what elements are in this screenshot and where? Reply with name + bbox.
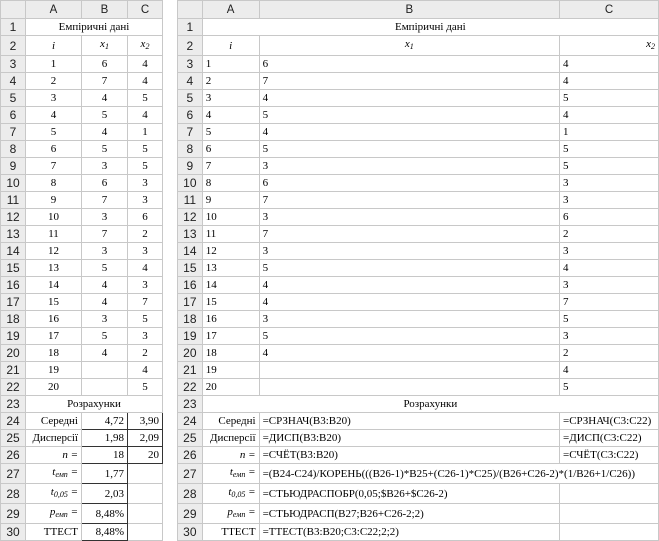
- data-row: [1, 124, 163, 141]
- col-header-x1-cell[interactable]: $x_1$: [82, 36, 128, 56]
- label-ttest[interactable]: ТТЕСТ: [26, 524, 82, 541]
- cell-x2[interactable]: 5: [560, 379, 659, 396]
- cell-x1[interactable]: 5: [82, 260, 128, 277]
- row-header[interactable]: 16: [1, 277, 26, 294]
- row-header[interactable]: 18: [178, 311, 203, 328]
- cell-i[interactable]: 17: [202, 328, 259, 345]
- sheet-divider: [169, 0, 177, 523]
- row-header[interactable]: 23: [1, 396, 26, 413]
- calc-title-cell[interactable]: Розрахунки: [202, 396, 658, 413]
- empty-cell[interactable]: [560, 524, 659, 541]
- row-header[interactable]: 4: [178, 73, 203, 90]
- cell-x1[interactable]: 6: [259, 175, 559, 192]
- cell-x1[interactable]: 3: [259, 158, 559, 175]
- cell-x1[interactable]: [259, 379, 559, 396]
- cell-i[interactable]: 6: [202, 141, 259, 158]
- row-header[interactable]: 8: [1, 141, 26, 158]
- cell-i[interactable]: 11: [26, 226, 82, 243]
- data-row: [1, 345, 163, 362]
- cell-x2[interactable]: 3: [560, 192, 659, 209]
- data-row: [1, 175, 163, 192]
- row-header[interactable]: 29: [1, 504, 26, 524]
- row-header[interactable]: 20: [178, 345, 203, 362]
- cell-x2[interactable]: 5: [560, 158, 659, 175]
- row-header[interactable]: 5: [1, 90, 26, 107]
- n-x1-cell[interactable]: =СЧЁТ(B3:B20): [259, 447, 559, 464]
- column-header-c[interactable]: C: [128, 1, 163, 19]
- data-row: [1, 379, 163, 396]
- cell-i[interactable]: 18: [26, 345, 82, 362]
- cell-i[interactable]: 4: [202, 107, 259, 124]
- title-cell[interactable]: Емпіричні дані: [202, 19, 658, 36]
- column-header-c[interactable]: C: [560, 1, 659, 19]
- row-header[interactable]: 23: [178, 396, 203, 413]
- cell-x2[interactable]: 3: [128, 175, 163, 192]
- row-header[interactable]: 6: [178, 107, 203, 124]
- cell-x2[interactable]: 4: [560, 73, 659, 90]
- cell-x1[interactable]: 3: [82, 209, 128, 226]
- cell-x2[interactable]: 4: [128, 362, 163, 379]
- data-row: [178, 362, 659, 379]
- cell-x2[interactable]: 5: [560, 141, 659, 158]
- cell-x1[interactable]: 3: [259, 243, 559, 260]
- cell-i[interactable]: 12: [202, 243, 259, 260]
- cell-x2[interactable]: 1: [128, 124, 163, 141]
- mean-x2-cell[interactable]: =СРЗНАЧ(C3:C22): [560, 413, 659, 430]
- calc-title-cell[interactable]: Розрахунки: [26, 396, 163, 413]
- data-row: [1, 243, 163, 260]
- variance-x1-cell[interactable]: =ДИСП(B3:B20): [259, 430, 559, 447]
- cell-x2[interactable]: 5: [560, 311, 659, 328]
- cell-x1[interactable]: 3: [82, 158, 128, 175]
- cell-x2[interactable]: 7: [128, 294, 163, 311]
- cell-i[interactable]: 16: [26, 311, 82, 328]
- label-n[interactable]: n =: [26, 447, 82, 464]
- label-t-crit[interactable]: $t_{0,05}$ =: [202, 484, 259, 504]
- data-row: [1, 90, 163, 107]
- cell-x1[interactable]: 7: [259, 192, 559, 209]
- row-header[interactable]: 22: [178, 379, 203, 396]
- cell-x2[interactable]: 1: [560, 124, 659, 141]
- empty-cell[interactable]: [128, 484, 163, 504]
- cell-x1[interactable]: 7: [259, 73, 559, 90]
- cell-x1[interactable]: 4: [82, 345, 128, 362]
- cell-x1[interactable]: 7: [82, 226, 128, 243]
- data-row: [1, 328, 163, 345]
- row-header[interactable]: 15: [178, 260, 203, 277]
- cell-x2[interactable]: 6: [560, 209, 659, 226]
- column-header-b[interactable]: B: [82, 1, 128, 19]
- label-mean[interactable]: Середні: [26, 413, 82, 430]
- row-header[interactable]: 26: [1, 447, 26, 464]
- ttest-cell[interactable]: =ТТЕСТ(B3:B20;C3:C22;2;2): [259, 524, 559, 541]
- row-header[interactable]: 3: [1, 56, 26, 73]
- n-x2-cell[interactable]: =СЧЁТ(C3:C22): [560, 447, 659, 464]
- cell-x2[interactable]: 5: [128, 158, 163, 175]
- row-header[interactable]: 30: [1, 524, 26, 541]
- mean-x2-cell[interactable]: 3,90: [128, 413, 163, 430]
- cell-x2[interactable]: 3: [560, 243, 659, 260]
- cell-x1[interactable]: 4: [259, 294, 559, 311]
- cell-x1[interactable]: 4: [82, 90, 128, 107]
- row-header[interactable]: 12: [1, 209, 26, 226]
- cell-x1[interactable]: 5: [82, 141, 128, 158]
- t-crit-cell[interactable]: 2,03: [82, 484, 128, 504]
- cell-i[interactable]: 6: [26, 141, 82, 158]
- data-row: [178, 175, 659, 192]
- data-row: [1, 73, 163, 90]
- cell-x2[interactable]: 6: [128, 209, 163, 226]
- cell-x1[interactable]: 4: [82, 277, 128, 294]
- cell-i[interactable]: 16: [202, 311, 259, 328]
- row-header[interactable]: 4: [1, 73, 26, 90]
- cell-x1[interactable]: 3: [82, 311, 128, 328]
- cell-i[interactable]: 1: [202, 56, 259, 73]
- cell-i[interactable]: 13: [202, 260, 259, 277]
- row-header[interactable]: 7: [178, 124, 203, 141]
- cell-x2[interactable]: 3: [128, 328, 163, 345]
- column-header-b[interactable]: B: [259, 1, 559, 19]
- cell-x2[interactable]: 4: [560, 362, 659, 379]
- cell-x1[interactable]: 4: [82, 294, 128, 311]
- row-header[interactable]: 3: [178, 56, 203, 73]
- title-cell[interactable]: Емпіричні дані: [26, 19, 163, 36]
- formulas-sheet: [177, 0, 659, 541]
- row-header[interactable]: 28: [178, 484, 203, 504]
- cell-i[interactable]: 9: [26, 192, 82, 209]
- variance-x2-cell[interactable]: 2,09: [128, 430, 163, 447]
- cell-i[interactable]: 5: [26, 124, 82, 141]
- mean-x1-cell[interactable]: =СРЗНАЧ(B3:B20): [259, 413, 559, 430]
- row-header[interactable]: 19: [178, 328, 203, 345]
- data-row: [178, 107, 659, 124]
- cell-x2[interactable]: 5: [128, 141, 163, 158]
- cell-x2[interactable]: 3: [128, 243, 163, 260]
- row-header[interactable]: 14: [1, 243, 26, 260]
- row-header[interactable]: 16: [178, 277, 203, 294]
- select-all-corner[interactable]: [178, 1, 203, 19]
- cell-x2[interactable]: 5: [128, 90, 163, 107]
- row-header[interactable]: 25: [1, 430, 26, 447]
- cell-x2[interactable]: 5: [128, 311, 163, 328]
- cell-i[interactable]: 5: [202, 124, 259, 141]
- col-header-i-cell[interactable]: i: [202, 36, 259, 56]
- data-row: [1, 141, 163, 158]
- cell-x1[interactable]: 6: [82, 56, 128, 73]
- cell-x1[interactable]: 7: [82, 73, 128, 90]
- cell-x2[interactable]: 2: [560, 226, 659, 243]
- cell-i[interactable]: 13: [26, 260, 82, 277]
- cell-x1[interactable]: 5: [259, 141, 559, 158]
- cell-i[interactable]: 3: [202, 90, 259, 107]
- cell-x1[interactable]: 3: [259, 209, 559, 226]
- row-header[interactable]: 18: [1, 311, 26, 328]
- cell-i[interactable]: 10: [26, 209, 82, 226]
- row-header[interactable]: 30: [178, 524, 203, 541]
- data-row: [178, 56, 659, 73]
- cell-x1[interactable]: 7: [259, 226, 559, 243]
- cell-i[interactable]: 19: [26, 362, 82, 379]
- data-row: [178, 124, 659, 141]
- cell-i[interactable]: 7: [26, 158, 82, 175]
- data-row: [178, 209, 659, 226]
- p-emp-cell[interactable]: =СТЬЮДРАСП(B27;B26+C26-2;2): [259, 504, 559, 524]
- cell-x2[interactable]: 4: [128, 260, 163, 277]
- row-header[interactable]: 8: [178, 141, 203, 158]
- data-row: [178, 141, 659, 158]
- label-variance[interactable]: Дисперсії: [26, 430, 82, 447]
- cell-i[interactable]: 4: [26, 107, 82, 124]
- cell-x1[interactable]: [259, 362, 559, 379]
- cell-x1[interactable]: 5: [259, 260, 559, 277]
- empty-cell[interactable]: [128, 464, 163, 484]
- data-row: [1, 209, 163, 226]
- cell-x1[interactable]: 4: [259, 90, 559, 107]
- row-header[interactable]: 1: [178, 19, 203, 36]
- row-header[interactable]: 26: [178, 447, 203, 464]
- row-header[interactable]: 2: [178, 36, 203, 56]
- label-mean[interactable]: Середні: [202, 413, 259, 430]
- cell-x1[interactable]: 5: [82, 107, 128, 124]
- label-ttest[interactable]: ТТЕСТ: [202, 524, 259, 541]
- n-x2-cell[interactable]: 20: [128, 447, 163, 464]
- cell-x1[interactable]: 7: [82, 192, 128, 209]
- cell-i[interactable]: 9: [202, 192, 259, 209]
- cell-i[interactable]: 8: [26, 175, 82, 192]
- cell-x1[interactable]: 4: [82, 124, 128, 141]
- t-emp-cell[interactable]: 1,77: [82, 464, 128, 484]
- cell-i[interactable]: 14: [202, 277, 259, 294]
- data-row: [1, 107, 163, 124]
- empty-cell[interactable]: [128, 504, 163, 524]
- column-header-a[interactable]: A: [26, 1, 82, 19]
- mean-x1-cell[interactable]: 4,72: [82, 413, 128, 430]
- cell-x2[interactable]: 5: [128, 379, 163, 396]
- cell-i[interactable]: 14: [26, 277, 82, 294]
- cell-i[interactable]: 8: [202, 175, 259, 192]
- cell-x1[interactable]: 5: [259, 107, 559, 124]
- row-header[interactable]: 24: [178, 413, 203, 430]
- cell-x2[interactable]: 4: [560, 260, 659, 277]
- row-header[interactable]: 14: [178, 243, 203, 260]
- col-header-x1-cell[interactable]: $x_1$: [259, 36, 559, 56]
- cell-x2[interactable]: 3: [560, 277, 659, 294]
- cell-x1[interactable]: [82, 362, 128, 379]
- row-header[interactable]: 17: [1, 294, 26, 311]
- data-row: [1, 56, 163, 73]
- row-header[interactable]: 19: [1, 328, 26, 345]
- data-row: [178, 294, 659, 311]
- row-header[interactable]: 10: [178, 175, 203, 192]
- cell-x1[interactable]: 6: [259, 56, 559, 73]
- column-header-a[interactable]: A: [202, 1, 259, 19]
- cell-x2[interactable]: 7: [560, 294, 659, 311]
- data-row: [1, 277, 163, 294]
- row-header[interactable]: 21: [178, 362, 203, 379]
- data-row: [178, 90, 659, 107]
- cell-x2[interactable]: 5: [560, 90, 659, 107]
- col-header-i-cell[interactable]: i: [26, 36, 82, 56]
- cell-x1[interactable]: [82, 379, 128, 396]
- ttest-cell[interactable]: 8,48%: [82, 524, 128, 541]
- row-header[interactable]: 20: [1, 345, 26, 362]
- row-header[interactable]: 21: [1, 362, 26, 379]
- cell-x1[interactable]: 4: [259, 124, 559, 141]
- data-row: [1, 192, 163, 209]
- row-header[interactable]: 1: [1, 19, 26, 36]
- cell-x2[interactable]: 3: [128, 192, 163, 209]
- row-header[interactable]: 29: [178, 504, 203, 524]
- cell-i[interactable]: 10: [202, 209, 259, 226]
- row-header[interactable]: 9: [178, 158, 203, 175]
- data-row: [178, 243, 659, 260]
- row-header[interactable]: 13: [1, 226, 26, 243]
- row-header[interactable]: 27: [1, 464, 26, 484]
- row-header[interactable]: 6: [1, 107, 26, 124]
- row-header[interactable]: 2: [1, 36, 26, 56]
- cell-i[interactable]: 18: [202, 345, 259, 362]
- cell-i[interactable]: 20: [202, 379, 259, 396]
- cell-x1[interactable]: 5: [259, 328, 559, 345]
- data-row: [178, 345, 659, 362]
- cell-x2[interactable]: 3: [128, 277, 163, 294]
- data-row: [1, 260, 163, 277]
- cell-i[interactable]: 2: [202, 73, 259, 90]
- cell-i[interactable]: 15: [202, 294, 259, 311]
- label-t-crit[interactable]: $t_{0,05}$ =: [26, 484, 82, 504]
- cell-x2[interactable]: 2: [128, 226, 163, 243]
- cell-i[interactable]: 12: [26, 243, 82, 260]
- empty-cell[interactable]: [560, 484, 659, 504]
- data-row: [178, 73, 659, 90]
- cell-i[interactable]: 3: [26, 90, 82, 107]
- cell-x2[interactable]: 2: [560, 345, 659, 362]
- cell-i[interactable]: 19: [202, 362, 259, 379]
- cell-x1[interactable]: 4: [259, 277, 559, 294]
- cell-x2[interactable]: 4: [128, 107, 163, 124]
- label-p-emp[interactable]: $p_{емп}$ =: [202, 504, 259, 524]
- cell-x2[interactable]: 4: [560, 56, 659, 73]
- t-crit-cell[interactable]: =СТЬЮДРАСПОБР(0,05;$B26+$C26-2): [259, 484, 559, 504]
- cell-x2[interactable]: 3: [560, 328, 659, 345]
- values-sheet: [0, 0, 163, 541]
- row-header[interactable]: 17: [178, 294, 203, 311]
- row-header[interactable]: 9: [1, 158, 26, 175]
- row-header[interactable]: 10: [1, 175, 26, 192]
- data-row: [1, 311, 163, 328]
- label-variance[interactable]: Дисперсії: [202, 430, 259, 447]
- data-row: [1, 226, 163, 243]
- row-header[interactable]: 28: [1, 484, 26, 504]
- variance-x1-cell[interactable]: 1,98: [82, 430, 128, 447]
- row-header[interactable]: 15: [1, 260, 26, 277]
- data-row: [1, 362, 163, 379]
- cell-x1[interactable]: 3: [82, 243, 128, 260]
- cell-x1[interactable]: 6: [82, 175, 128, 192]
- cell-i[interactable]: 17: [26, 328, 82, 345]
- row-header[interactable]: 25: [178, 430, 203, 447]
- label-n[interactable]: n =: [202, 447, 259, 464]
- data-row: [1, 294, 163, 311]
- t-emp-cell[interactable]: =(B24-C24)/КОРЕНЬ(((B26-1)*B25+(C26-1)*C25)/(B26+C26-2)*(1/B26+1/C26)): [259, 464, 658, 484]
- data-row: [178, 260, 659, 277]
- p-emp-cell[interactable]: 8,48%: [82, 504, 128, 524]
- label-t-emp[interactable]: $t_{емп}$ =: [26, 464, 82, 484]
- cell-x1[interactable]: 3: [259, 311, 559, 328]
- row-header[interactable]: 7: [1, 124, 26, 141]
- cell-x2[interactable]: 2: [128, 345, 163, 362]
- label-t-emp[interactable]: $t_{емп}$ =: [202, 464, 259, 484]
- row-header[interactable]: 13: [178, 226, 203, 243]
- variance-x2-cell[interactable]: =ДИСП(C3:C22): [560, 430, 659, 447]
- data-row: [178, 379, 659, 396]
- cell-i[interactable]: 15: [26, 294, 82, 311]
- col-header-x2-cell[interactable]: $x_2$: [560, 36, 659, 56]
- row-header[interactable]: 5: [178, 90, 203, 107]
- data-row: [178, 328, 659, 345]
- cell-i[interactable]: 11: [202, 226, 259, 243]
- data-row: [178, 192, 659, 209]
- row-header[interactable]: 27: [178, 464, 203, 484]
- empty-cell[interactable]: [560, 504, 659, 524]
- select-all-corner[interactable]: [1, 1, 26, 19]
- cell-x2[interactable]: 4: [128, 56, 163, 73]
- cell-x1[interactable]: 5: [82, 328, 128, 345]
- label-p-emp[interactable]: $p_{емп}$ =: [26, 504, 82, 524]
- cell-i[interactable]: 2: [26, 73, 82, 90]
- data-row: [178, 158, 659, 175]
- cell-i[interactable]: 1: [26, 56, 82, 73]
- row-header[interactable]: 24: [1, 413, 26, 430]
- cell-x2[interactable]: 4: [128, 73, 163, 90]
- cell-i[interactable]: 20: [26, 379, 82, 396]
- data-row: [178, 311, 659, 328]
- n-x1-cell[interactable]: 18: [82, 447, 128, 464]
- empty-cell[interactable]: [128, 524, 163, 541]
- row-header[interactable]: 11: [1, 192, 26, 209]
- cell-x2[interactable]: 3: [560, 175, 659, 192]
- data-row: [178, 277, 659, 294]
- col-header-x2-cell[interactable]: $x_2$: [128, 36, 163, 56]
- row-header[interactable]: 11: [178, 192, 203, 209]
- data-row: [178, 226, 659, 243]
- cell-x2[interactable]: 4: [560, 107, 659, 124]
- row-header[interactable]: 12: [178, 209, 203, 226]
- data-row: [1, 158, 163, 175]
- cell-x1[interactable]: 4: [259, 345, 559, 362]
- row-header[interactable]: 22: [1, 379, 26, 396]
- cell-i[interactable]: 7: [202, 158, 259, 175]
